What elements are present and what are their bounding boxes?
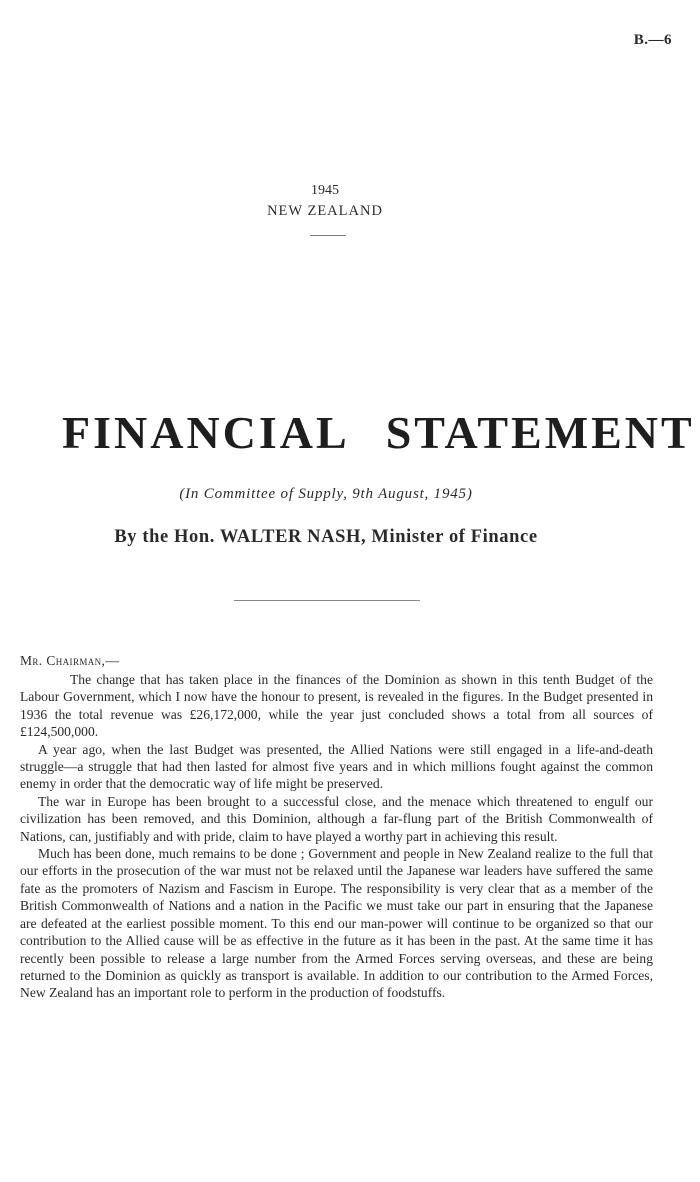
paragraph-2: A year ago, when the last Budget was presented, the Allied Nations were still engaged in a life-and-death struggle—a struggle that had then lasted for almost five years and in which millions fought against the common enemy in order that the democratic way of life might be preserved.	[20, 741, 653, 792]
author-byline: By the Hon. WALTER NASH, Minister of Finance	[114, 527, 538, 547]
document-country: NEW ZEALAND	[267, 203, 383, 219]
paragraph-3: The war in Europe has been brought to a successful close, and the menace which threatened to engulf our civilization has been removed, and this Dominion, although a far-flung part of the British Commonwealth of Nations, can, justifiably and with pride, claim to have played a worthy part in achieving this result.	[20, 793, 653, 844]
body-text	[20, 671, 653, 1002]
document-year: 1945	[311, 183, 339, 198]
paragraph-4: Much has been done, much remains to be done ; Government and people in New Zealand realize to the full that our efforts in the prosecution of the war must not be relaxed until the Japanese war leaders have suffered the same fate as the promoters of Nazism and Fascism in Europe. The responsibility is very clear that as a member of the British Commonwealth of Nations and a nation in the Pacific we must take our part in ensuring that the Japanese are defeated at the earliest possible moment. To this end our man-power will continue to be organized so that our contribution to the Allied cause will be as effective in the future as it has been in the past. At the same time it has recently been possible to release a large number from the Armed Forces serving overseas, and these are being returned to the Dominion as quickly as transport is available. In addition to our contribution to the Armed Forces, New Zealand has an important role to perform in the production of foodstuffs.	[20, 846, 653, 1001]
title-word-financial: FINANCIAL	[62, 407, 350, 458]
document-title	[62, 406, 695, 459]
paragraph-1: The change that has taken place in the finances of the Dominion as shown in this tenth Budget of the Labour Government, which I now have the honour to present, is revealed in the figures. In the Budget presented in 1936 the total revenue was £26,172,000, while the year just concluded shows a total from all sources of £124,500,000.	[20, 672, 653, 740]
title-word-statement: STATEMENT	[385, 407, 695, 458]
document-subtitle: (In Committee of Supply, 9th August, 1945)	[179, 486, 473, 502]
title-divider	[234, 600, 420, 601]
page-reference: B.—6	[633, 32, 672, 48]
salutation: Mr. Chairman,—	[20, 653, 120, 668]
header-divider	[310, 235, 346, 236]
